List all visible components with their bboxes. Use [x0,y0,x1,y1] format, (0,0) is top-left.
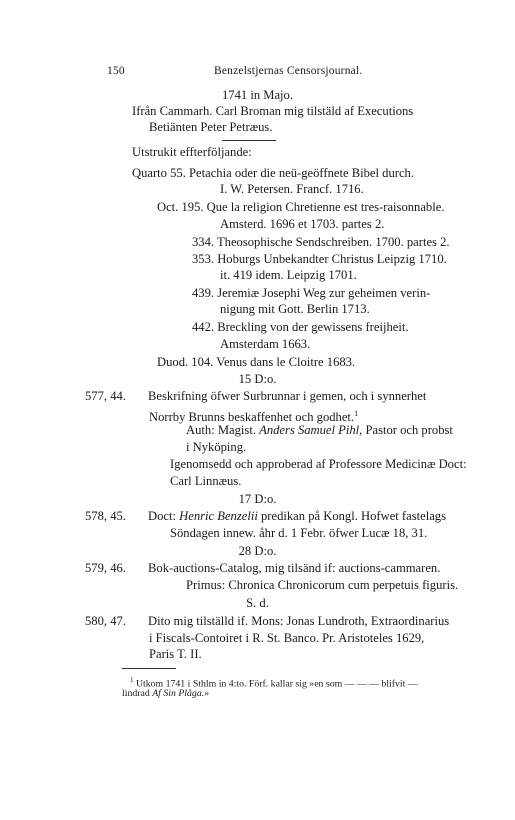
running-title: Benzelstjernas Censorsjournal. [214,65,363,77]
entry-text: i Fiscals-Contoiret i R. St. Banco. Pr. Aristoteles 1629, [149,631,425,645]
entry-text: Primus: Chronica Chronicorum cum perpetuis figuris. [186,578,459,592]
date-heading: 17 D:o. [238,492,277,506]
entry-text: Doct: Henric Benzelii predikan på Kongl. Hofwet fastelags [148,509,446,523]
entry-text: Ifrån Cammarh. Carl Broman mig tilstäld af Executions [132,104,414,118]
footnote-text: $^1$ Utkom 1741 i Sthlm in 4:to. Förf. kallar sig »en som — — — blifvit — [130,676,418,690]
entry-text: Auth: Magist. Anders Samuel Pihl, Pastor och probst [186,423,453,437]
list-item: 439. Jeremiæ Josephi Weg zur geheimen verin- [192,286,431,300]
list-item: it. 419 idem. Leipzig 1701. [220,268,357,282]
entry-number: 579, 46. [85,561,126,575]
author-name: Henric Benzelii [179,509,258,523]
list-item: 442. Breckling von der gewissens freijheit. [192,320,409,334]
list-item: nigung mit Gott. Berlin 1713. [220,302,370,316]
entry-text: Beskrifning öfwer Surbrunnar i gemen, och i synnerhet [148,389,427,403]
footnote-text: lindrad Af Sin Plåga.» [122,688,210,699]
list-item: Oct. 195. Que la religion Chretienne est tres-raisonnable. [157,200,445,214]
entry-text: Paris T. II. [149,647,202,661]
list-item: Quarto 55. Petachia oder die neü-geöffnete Bibel durch. [132,166,414,180]
entry-text: Bok-auctions-Catalog, mig tilsänd if: auctions-cammaren. [148,561,441,575]
date-heading: 28 D:o. [238,544,277,558]
list-item: Amsterdam 1663. [220,337,311,351]
entry-number: 578, 45. [85,509,126,523]
footnote-mark: 1 [130,676,134,684]
entry-text: Carl Linnæus. [170,474,242,488]
entry-text: Utstrukit effterföljande: [132,145,252,159]
divider [222,140,276,141]
list-item: I. W. Petersen. Francf. 1716. [220,182,364,196]
entry-number: 577, 44. [85,389,126,403]
entry-text: Igenomsedd och approberad af Professore Medicinæ Doct: [170,457,467,471]
list-item: 353. Hoburgs Unbekandter Christus Leipzig 1710. [192,252,447,266]
entry-text: Söndagen innew. åhr d. 1 Febr. öfwer Lucæ 18, 31. [170,526,428,540]
footnote-ref: 1 [354,409,359,418]
list-item: Amsterd. 1696 et 1703. partes 2. [220,217,385,231]
entry-number: 580, 47. [85,614,126,628]
entry-text: Betiänten Peter Petræus. [149,120,273,134]
footnote-divider [122,668,176,669]
entry-text: Norrby Brunns beskaffenhet och godhet.$^1$ [149,409,359,425]
page-number: 150 [107,65,125,77]
date-heading: 15 D:o. [238,372,277,386]
date-heading: 1741 in Majo. [221,88,293,102]
date-heading: S. d. [246,596,269,610]
entry-text: Dito mig tilställd if. Mons: Jonas Lundroth, Extraordinarius [148,614,450,628]
list-item: 334. Theosophische Sendschreiben. 1700. partes 2. [192,235,450,249]
entry-text: i Nyköping. [186,440,247,454]
list-item: Duod. 104. Venus dans le Cloitre 1683. [157,355,356,369]
author-name: Anders Samuel Pihl, [259,423,363,437]
